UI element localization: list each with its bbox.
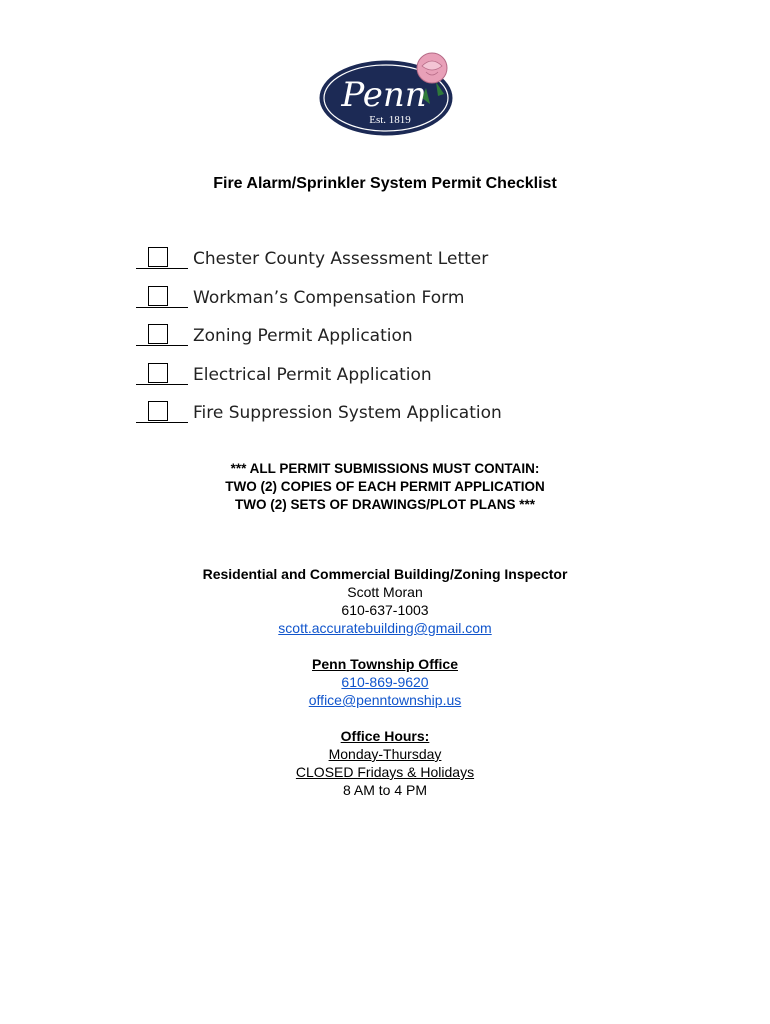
penn-township-logo xyxy=(318,48,458,140)
notice-line: TWO (2) SETS OF DRAWINGS/PLOT PLANS *** xyxy=(234,497,535,512)
office-phone-link[interactable]: 610-869-9620 xyxy=(341,674,429,690)
checklist-label: Chester County Assessment Letter xyxy=(193,249,489,269)
checklist-label: Workman’s Compensation Form xyxy=(193,287,465,308)
notice-line: TWO (2) COPIES OF EACH PERMIT APPLICATION xyxy=(225,479,545,494)
contact-info xyxy=(0,565,770,799)
inspector-email-link[interactable]: scott.accuratebuilding@gmail.com xyxy=(278,620,492,636)
office-hours-days: Monday-Thursday xyxy=(328,746,442,762)
logo-name: Penn xyxy=(341,75,427,115)
checkbox[interactable] xyxy=(148,401,168,421)
submission-notice xyxy=(0,460,770,514)
checklist-label: Electrical Permit Application xyxy=(193,364,432,385)
checklist-label: Zoning Permit Application xyxy=(193,326,413,346)
notice-line: *** ALL PERMIT SUBMISSIONS MUST CONTAIN: xyxy=(230,461,540,476)
checkbox[interactable] xyxy=(148,324,168,344)
checkbox[interactable] xyxy=(148,247,168,267)
office-heading: Penn Township Office xyxy=(312,656,458,672)
checkbox[interactable] xyxy=(148,363,168,383)
office-hours-heading: Office Hours: xyxy=(340,728,430,744)
inspector-phone: 610-637-1003 xyxy=(341,602,429,618)
office-hours-closed: CLOSED Fridays & Holidays xyxy=(295,764,475,780)
office-email-link[interactable]: office@penntownship.us xyxy=(308,692,462,708)
page-title: Fire Alarm/Sprinkler System Permit Checklist xyxy=(213,175,557,192)
inspector-heading: Residential and Commercial Building/Zoning Inspector xyxy=(202,566,568,582)
inspector-name: Scott Moran xyxy=(347,584,423,600)
checkbox[interactable] xyxy=(148,286,168,306)
checklist-label: Fire Suppression System Application xyxy=(193,403,502,423)
office-hours-time: 8 AM to 4 PM xyxy=(342,782,428,798)
logo-est: Est. 1819 xyxy=(369,114,411,126)
